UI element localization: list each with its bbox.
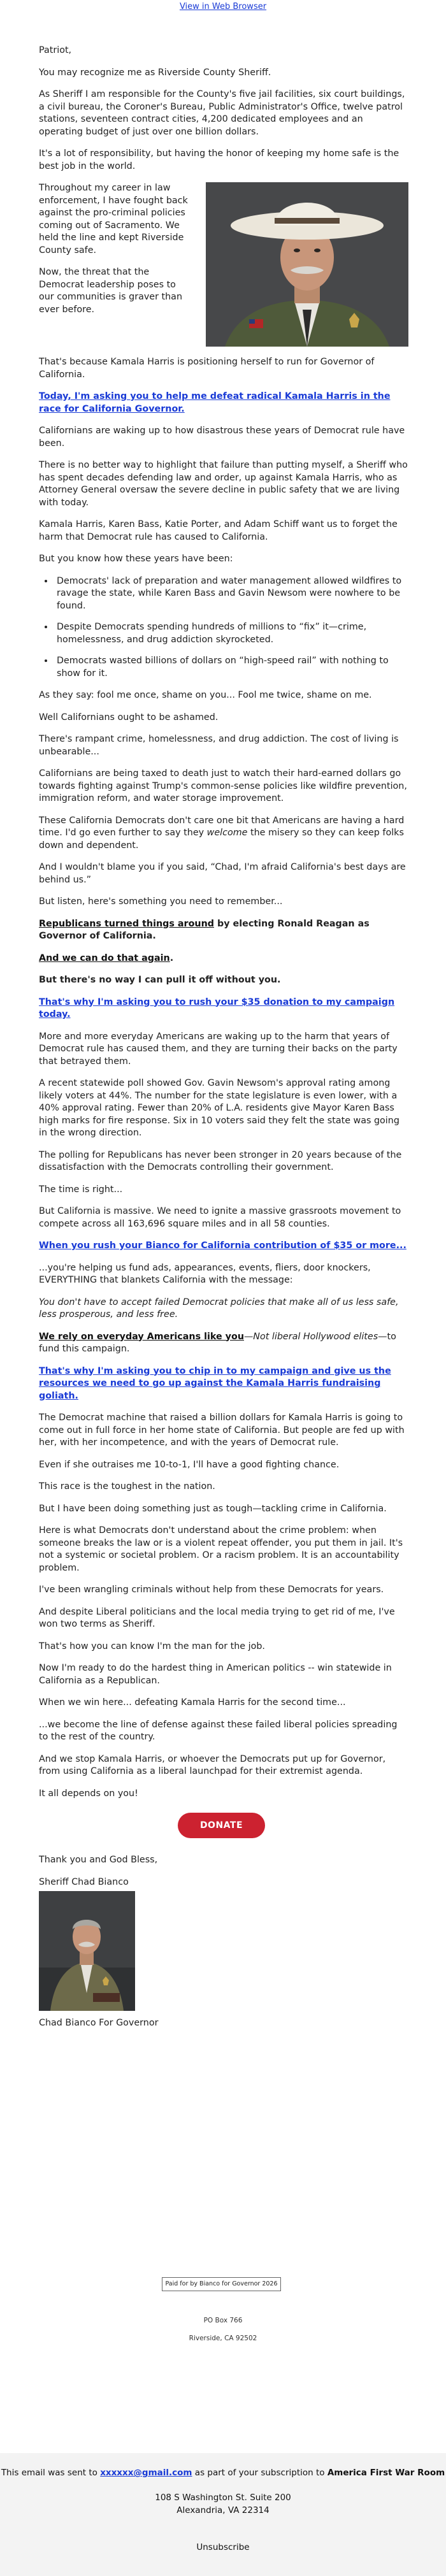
- contribution-link[interactable]: When you rush your Bianco for California contribution of $35 or more...: [39, 1241, 406, 1251]
- paragraph-hard-time: These California Democrats don't care one bit that Americans are having a hard time. I'd go even further to say they welcome the misery so they can keep folks down and dependent.: [39, 815, 405, 851]
- paragraph-responsibility: It's a lot of responsibility, but having the honor of keeping my home safe is the best job in the world.: [39, 148, 399, 171]
- paragraph-message: You don't have to accept failed Democrat policies that make all of us less safe, less prosperous, and less free.: [39, 1297, 399, 1320]
- paragraph-despite: And despite Liberal politicians and the local media trying to get rid of me, I've won two terms as Sheriff.: [39, 1606, 395, 1629]
- sign-off-campaign: Chad Bianco For Governor: [39, 2018, 159, 2028]
- paragraph-no-way: But there's no way I can pull it off without you.: [39, 975, 281, 985]
- sign-off-name: Sheriff Chad Bianco: [39, 1876, 129, 1887]
- paragraph-no-better-way: There is no better way to highlight that failure than putting myself, a Sheriff who has spent decades defending law and order, up against Kamala Harris, who as Attorney General oversaw the severe decline in public safety that we are living with today.: [39, 460, 408, 508]
- intro-with-photo: [39, 182, 408, 347]
- footer-city: Riverside, CA 92502: [189, 2335, 257, 2342]
- sheriff-portrait-image: [206, 182, 408, 347]
- paragraph-toughest: This race is the toughest in the nation.: [39, 1481, 215, 1492]
- list-item: • Despite Democrats spending hundreds of millions to “fix” it—crime, homelessness, and drug addiction skyrocketed.: [54, 621, 408, 646]
- paragraph-forget: Kamala Harris, Karen Bass, Katie Porter, and Adam Schiff want us to forget the harm that Democrat rule has caused to California.: [39, 519, 398, 542]
- paragraph-career: Throughout my career in law enforcement, I have fought back against the pro-criminal policies coming out of Sacramento. We held the line and kept Riverside County safe.: [39, 183, 188, 255]
- paragraph-rely: We rely on everyday Americans like you—Not liberal Hollywood elites—to fund this campaign.: [39, 1331, 396, 1354]
- paragraph-helping: ...you're helping us fund ads, appearances, events, fliers, door knockers, EVERYTHING that blankets California with the message:: [39, 1262, 371, 1285]
- sign-off-thanks: Thank you and God Bless,: [39, 1855, 158, 1865]
- paragraph-thats-how: That's how you can know I'm the man for the job.: [39, 1641, 265, 1651]
- paid-for-disclaimer: Paid for by Bianco for Governor 2026: [162, 2277, 281, 2291]
- paragraph-hardest: Now I'm ready to do the hardest thing in American politics -- win statewide in California as a Republican.: [39, 1663, 392, 1686]
- rush-donation-link[interactable]: That's why I'm asking you to rush your $35 donation to my campaign today.: [39, 997, 395, 1019]
- sender-address-line-1: 108 S Washington St. Suite 200: [155, 2493, 291, 2503]
- view-in-browser-link[interactable]: View in Web Browser: [179, 2, 267, 11]
- donate-button[interactable]: DONATE: [178, 1813, 265, 1838]
- paragraph-outraise: Even if she outraises me 10-to-1, I'll have a good fighting chance.: [39, 1459, 340, 1470]
- sheriff-seated-image: [39, 1891, 135, 2011]
- paragraph-blame: And I wouldn't blame you if you said, “Chad, I'm afraid California's best days are behind us.”: [39, 862, 406, 885]
- paragraph-polling: The polling for Republicans has never been stronger in 20 years because of the dissatisfaction with the Democrats controlling their government.: [39, 1149, 402, 1172]
- paragraph-taxed: Californians are being taxed to death just to watch their hard-earned dollars go towards fighting against Trump's common-sense policies like wildfire prevention, immigration reform, and water storage improvement.: [39, 768, 407, 803]
- top-bar: [0, 0, 446, 14]
- paragraph-ashamed: Well Californians ought to be ashamed.: [39, 712, 219, 723]
- paragraph-when-we-win: When we win here... defeating Kamala Harris for the second time...: [39, 1697, 346, 1708]
- paragraph-poll: A recent statewide poll showed Gov. Gavin Newsom's approval rating among likely voters at 44%. The number for the state legislature is even lower, with a 40% approval rating. Fewer than 20% of L.A. residents give Mayor Karen Bass high marks for fire response. Six in 10 voters said they felt the state was going in the wrong direction.: [39, 1078, 399, 1138]
- subscriber-email-link[interactable]: xxxxxx@gmail.com: [100, 2468, 192, 2478]
- paragraph-machine: The Democrat machine that raised a billion dollars for Kamala Harris is going to come out in full force in her home state of California. But people are fed up with her, with her incompetence, and with the years of Democrat rule.: [39, 1413, 405, 1448]
- chip-in-link[interactable]: That's why I'm asking you to chip in to my campaign and give us the resources we need to go up against the Kamala Harris fundraising goliath.: [39, 1365, 391, 1401]
- greeting: Patriot,: [39, 45, 72, 55]
- defeat-harris-link[interactable]: Today, I'm asking you to help me defeat radical Kamala Harris in the race for California Governor.: [39, 391, 391, 414]
- list-item: • Democrats wasted billions of dollars on “high-speed rail” with nothing to show for it.: [54, 655, 408, 680]
- paragraph-fool-me: As they say: fool me once, shame on you... Fool me twice, shame on me.: [39, 690, 372, 700]
- letter-body: [39, 45, 408, 2040]
- paragraph-line-of-defense: ...we become the line of defense against these failed liberal policies spreading to the rest of the country.: [39, 1719, 398, 1742]
- sender-address-line-2: Alexandria, VA 22314: [176, 2505, 270, 2515]
- paragraph-time: The time is right...: [39, 1184, 123, 1195]
- paragraph-remember: But listen, here's something you need to remember...: [39, 896, 283, 907]
- paragraph-massive: But California is massive. We need to ignite a massive grassroots movement to compete across all 163,696 square miles and in all 58 counties.: [39, 1206, 401, 1229]
- paragraph-tough: But I have been doing something just as tough—tackling crime in California.: [39, 1503, 387, 1514]
- paragraph-you-know: But you know how these years have been:: [39, 554, 233, 564]
- subscription-notice: This email was sent to xxxxxx@gmail.com as part of your subscription to America First War Room: [1, 2468, 445, 2478]
- paragraph-waking: Californians are waking up to how disastrous these years of Democrat rule have been.: [39, 426, 405, 449]
- subscription-footer: [0, 2453, 446, 2576]
- paragraph-threat: Now, the threat that the Democrat leadership poses to our communities is graver than ever before.: [39, 267, 183, 315]
- paragraph-role: As Sheriff I am responsible for the County's five jail facilities, six court buildings, a civil bureau, the Coroner's Bureau, Public Administrator's Office, twelve patrol stations, seventeen contract cities, 4,200 dedicated employees and an operating budget of just over one billion dollars.: [39, 89, 405, 137]
- paragraph-more-and-more: More and more everyday Americans are waking up to the harm that years of Democrat rule has caused them, and they are turning their backs on the party that betrayed them.: [39, 1031, 398, 1067]
- paragraph-harris-governor: That's because Kamala Harris is positioning herself to run for Governor of California.: [39, 357, 375, 380]
- paragraph-depends: It all depends on you!: [39, 1788, 138, 1799]
- paragraph-intro: You may recognize me as Riverside County Sheriff.: [39, 67, 271, 78]
- paragraph-reagan: Republicans turned things around by electing Ronald Reagan as Governor of California.: [39, 918, 370, 941]
- paragraph-wrangling: I've been wrangling criminals without help from these Democrats for years.: [39, 1585, 384, 1595]
- unsubscribe-link[interactable]: Unsubscribe: [196, 2542, 250, 2552]
- paragraph-again: And we can do that again.: [39, 953, 174, 963]
- paragraph-stop: And we stop Kamala Harris, or whoever the Democrats put up for Governor, from using California as a liberal launchpad for their extremist agenda.: [39, 1753, 386, 1776]
- list-item: • Democrats' lack of preparation and water management allowed wildfires to ravage the state, while Karen Bass and Gavin Newsom were nowhere to be found.: [54, 575, 408, 613]
- failure-list: [54, 575, 408, 680]
- footer-po-box: PO Box 766: [203, 2317, 243, 2324]
- paragraph-rampant: There's rampant crime, homelessness, and drug addiction. The cost of living is unbearable...: [39, 734, 399, 757]
- paragraph-crime: Here is what Democrats don't understand about the crime problem: when someone breaks the law or is a violent repeat offender, you put them in jail. It's not a systemic or societal problem. Or a racism problem. It is an accountability problem.: [39, 1525, 403, 1573]
